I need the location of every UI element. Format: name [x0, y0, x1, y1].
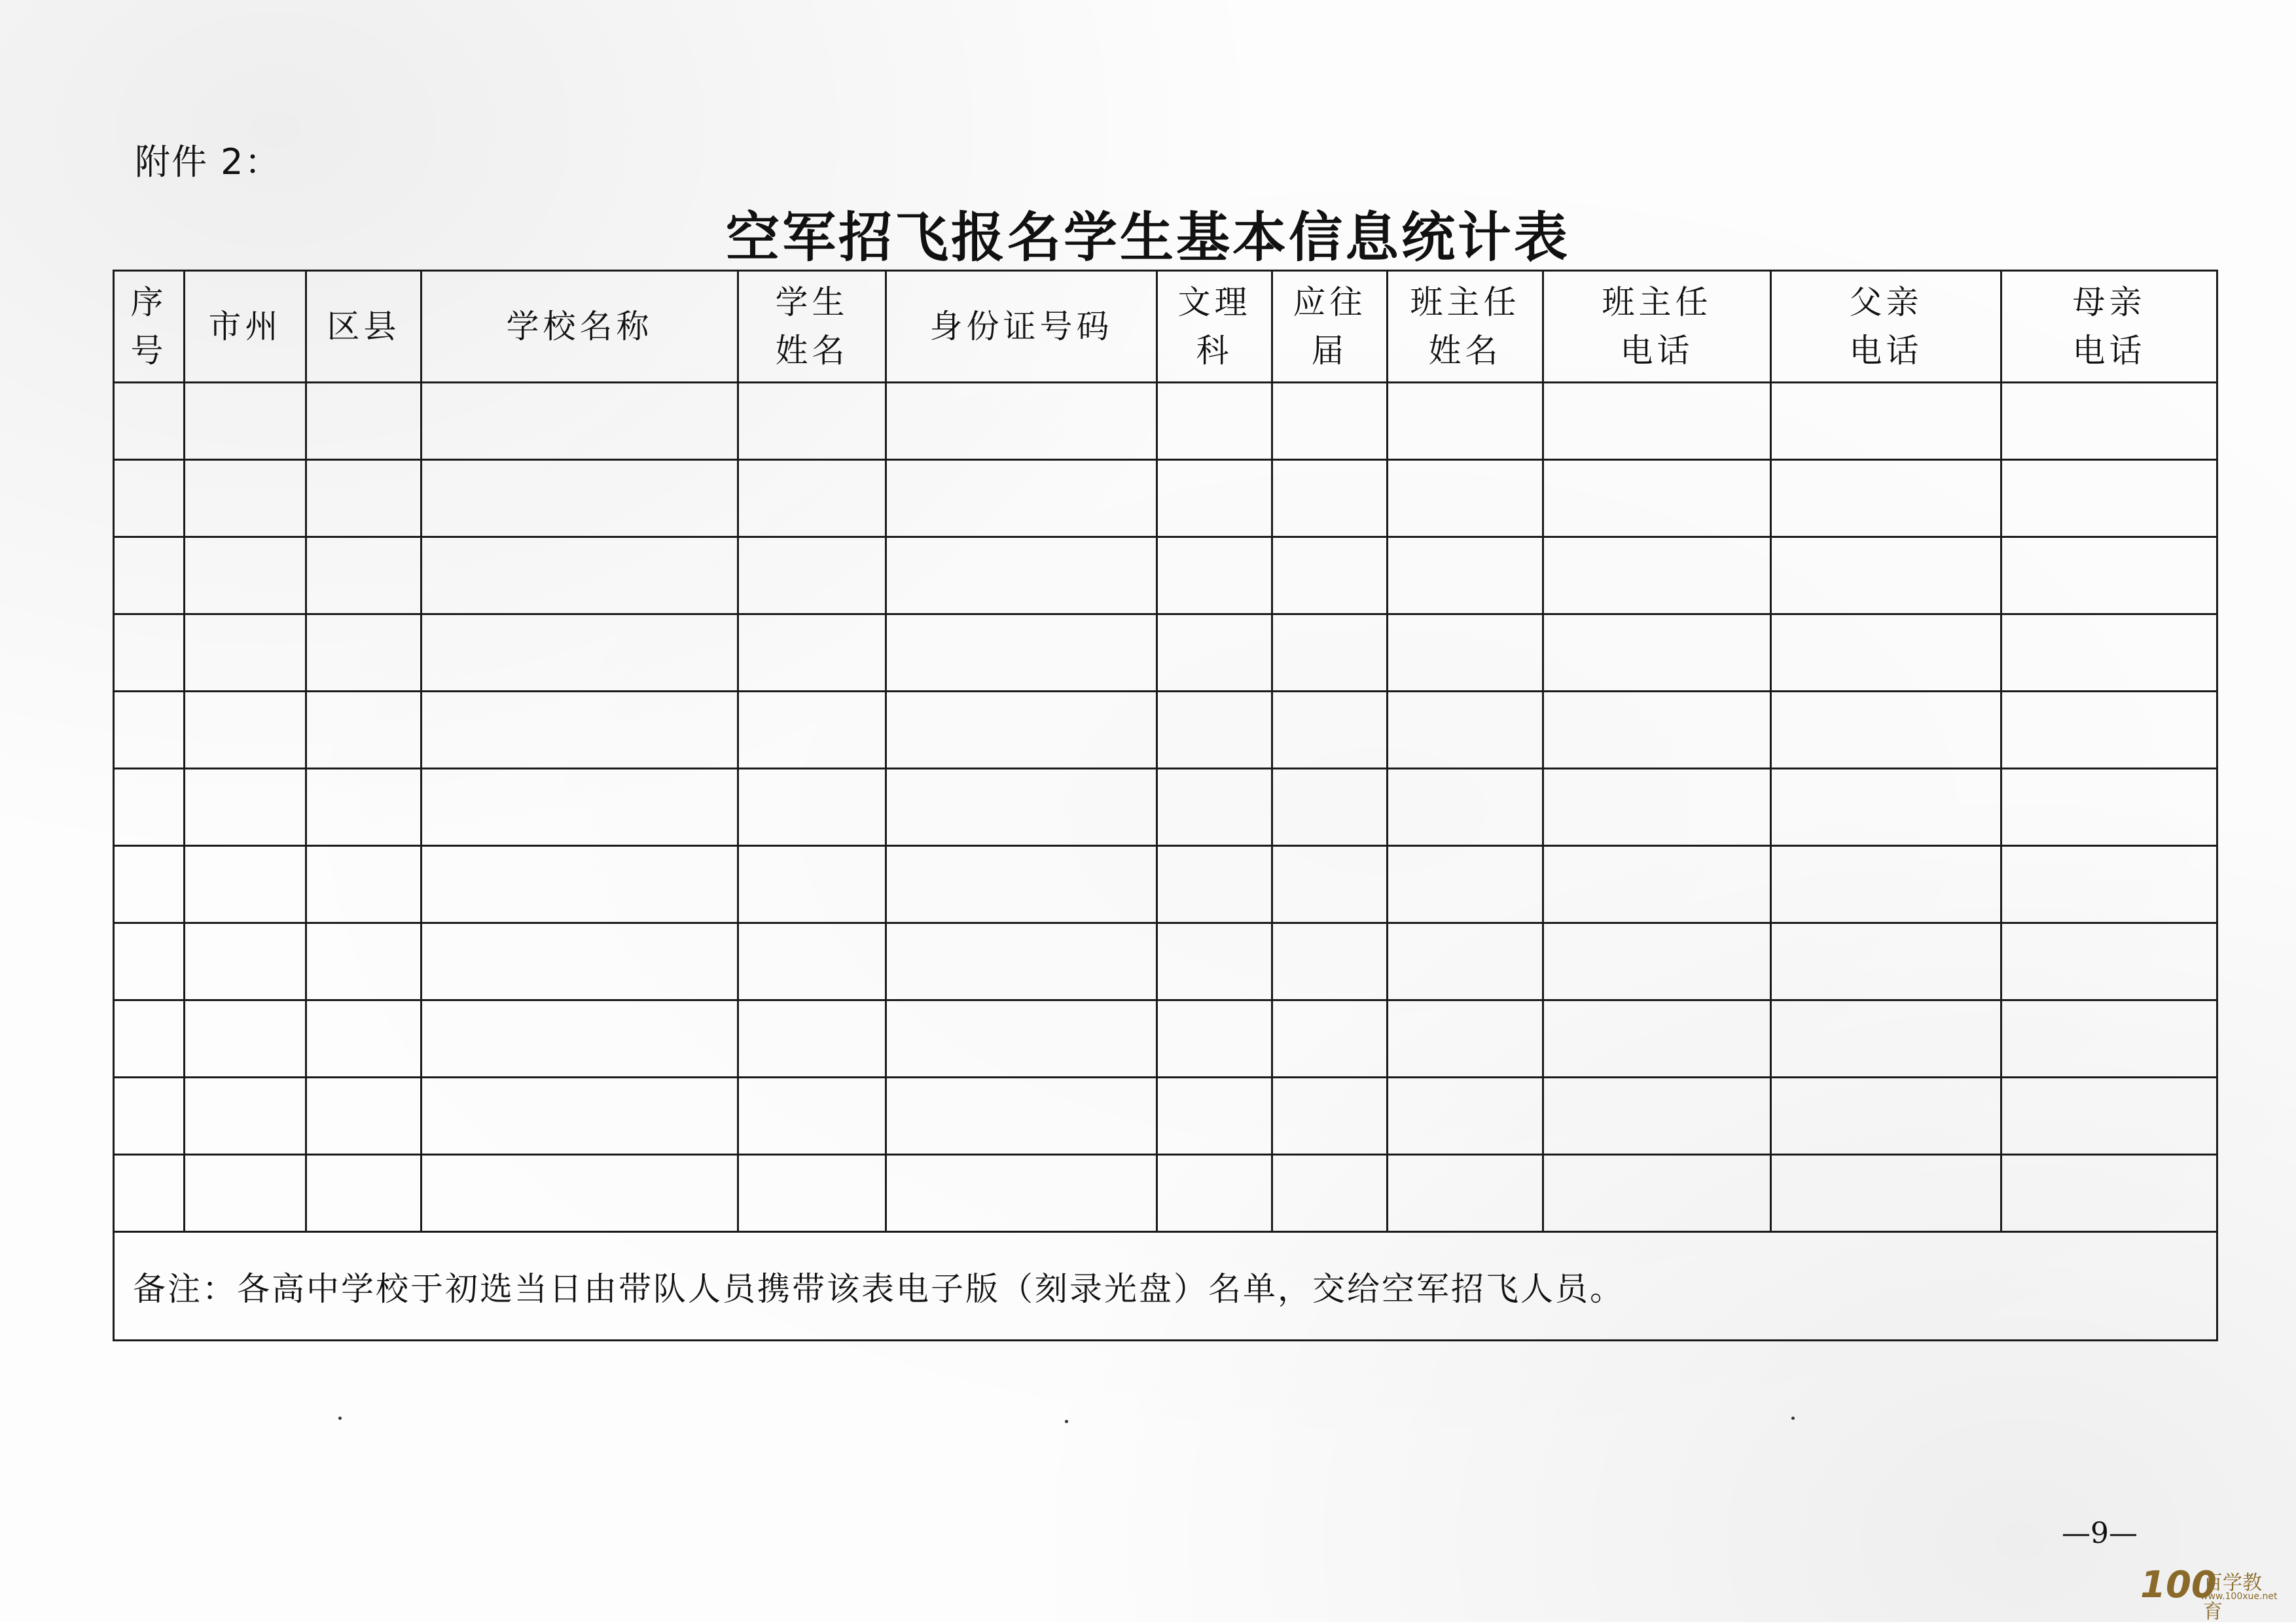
scan-speck	[338, 1417, 342, 1420]
table-cell	[422, 1000, 738, 1078]
table-cell	[1157, 383, 1272, 460]
table-cell	[114, 537, 185, 614]
column-header-line2: 姓名	[1428, 332, 1502, 370]
table-cell	[1272, 1000, 1388, 1078]
table-cell	[886, 383, 1157, 460]
table-cell	[1543, 383, 1771, 460]
page-number: —9—	[2062, 1517, 2138, 1550]
table-cell	[306, 1000, 422, 1078]
column-header	[114, 271, 185, 383]
table-cell	[1157, 692, 1272, 769]
table-cell	[1272, 1155, 1388, 1232]
table-row	[114, 923, 2217, 1000]
table-cell	[2001, 846, 2217, 923]
column-header-line1: 序	[130, 283, 168, 321]
table-cell	[1543, 614, 1771, 692]
table-cell	[1272, 923, 1388, 1000]
table-cell	[1272, 692, 1388, 769]
table-cell	[1388, 1000, 1543, 1078]
table-note: 备注：各高中学校于初选当日由带队人员携带该表电子版（刻录光盘）名单，交给空军招飞人员。	[114, 1232, 2217, 1341]
table-cell	[185, 1155, 306, 1232]
table-cell	[1272, 460, 1388, 537]
column-header-line1: 市州	[208, 308, 282, 345]
table-cell	[738, 846, 886, 923]
table-cell	[1388, 1078, 1543, 1155]
table-cell	[114, 923, 185, 1000]
table-cell	[2001, 1155, 2217, 1232]
table-cell	[1272, 1078, 1388, 1155]
table-cell	[1543, 460, 1771, 537]
table-cell	[1157, 1000, 1272, 1078]
table-cell	[1771, 460, 2001, 537]
table-row	[114, 769, 2217, 846]
table-cell	[886, 537, 1157, 614]
column-header	[422, 271, 738, 383]
table-cell	[886, 846, 1157, 923]
table-cell	[114, 692, 185, 769]
document-title: 空军招飞报名学生基本信息统计表	[725, 206, 1570, 269]
table-cell	[422, 614, 738, 692]
table-row	[114, 1155, 2217, 1232]
column-header-line1: 身份证号码	[929, 308, 1113, 345]
table-row	[114, 614, 2217, 692]
table-cell	[1157, 1078, 1272, 1155]
table-cell	[114, 1078, 185, 1155]
table-cell	[738, 1000, 886, 1078]
table-cell	[114, 460, 185, 537]
column-header-line1: 父亲	[1849, 283, 1923, 321]
table-cell	[1543, 537, 1771, 614]
table-cell	[114, 846, 185, 923]
note-row	[114, 1232, 2217, 1341]
attachment-label: 附件 2：	[135, 141, 281, 183]
column-header-line2: 届	[1311, 332, 1348, 370]
table-cell	[185, 1000, 306, 1078]
table-cell	[185, 537, 306, 614]
column-header	[1272, 271, 1388, 383]
table-cell	[886, 923, 1157, 1000]
table-cell	[886, 1155, 1157, 1232]
column-header	[886, 271, 1157, 383]
table-row	[114, 846, 2217, 923]
column-header-line1: 班主任	[1602, 283, 1712, 321]
table-cell	[185, 614, 306, 692]
table-cell	[2001, 537, 2217, 614]
table-cell	[1272, 537, 1388, 614]
table-cell	[1771, 769, 2001, 846]
table-cell	[1771, 537, 2001, 614]
scan-speck	[1791, 1417, 1795, 1420]
column-header-line2: 姓名	[775, 332, 849, 370]
table-cell	[1272, 383, 1388, 460]
table-cell	[185, 1078, 306, 1155]
table-cell	[886, 1000, 1157, 1078]
column-header	[1157, 271, 1272, 383]
table-row	[114, 1000, 2217, 1078]
column-header	[306, 271, 422, 383]
table-cell	[738, 614, 886, 692]
table-cell	[306, 769, 422, 846]
column-header-line2: 号	[130, 332, 168, 370]
table-cell	[422, 383, 738, 460]
table-cell	[1272, 614, 1388, 692]
column-header-line2: 电话	[1620, 332, 1694, 370]
table-row	[114, 537, 2217, 614]
column-header-line1: 区县	[327, 308, 401, 345]
column-header-line1: 应往	[1293, 283, 1367, 321]
column-header-line1: 学生	[775, 283, 849, 321]
table-cell	[738, 537, 886, 614]
table-cell	[306, 846, 422, 923]
table-cell	[886, 1078, 1157, 1155]
column-header	[1543, 271, 1771, 383]
table-cell	[2001, 923, 2217, 1000]
header-row	[114, 271, 2217, 383]
column-header-line1: 文理	[1177, 283, 1251, 321]
student-info-table	[113, 270, 2218, 1341]
table-cell	[185, 846, 306, 923]
table-cell	[1388, 923, 1543, 1000]
table-cell	[1388, 460, 1543, 537]
table-cell	[306, 1078, 422, 1155]
table-cell	[422, 846, 738, 923]
table-cell	[306, 460, 422, 537]
table-cell	[306, 692, 422, 769]
table-cell	[1771, 1155, 2001, 1232]
table-cell	[185, 769, 306, 846]
column-header-line2: 电话	[2072, 332, 2146, 370]
table-cell	[1771, 1000, 2001, 1078]
table-cell	[1272, 846, 1388, 923]
watermark-logo-mark: 100	[2140, 1564, 2217, 1606]
table-cell	[2001, 614, 2217, 692]
table-cell	[2001, 769, 2217, 846]
table-cell	[422, 692, 738, 769]
watermark-name: 百学教育	[2203, 1572, 2262, 1623]
watermark-url: www.100xue.net	[2200, 1591, 2278, 1602]
table-cell	[114, 769, 185, 846]
table-cell	[114, 614, 185, 692]
table-cell	[1771, 923, 2001, 1000]
table-cell	[2001, 1000, 2217, 1078]
table-cell	[185, 460, 306, 537]
watermark-logo	[2140, 1564, 2278, 1623]
table-cell	[1543, 1155, 1771, 1232]
table-cell	[1771, 383, 2001, 460]
table-cell	[2001, 1078, 2217, 1155]
table-cell	[1157, 846, 1272, 923]
table-cell	[1157, 460, 1272, 537]
table-cell	[306, 383, 422, 460]
table-cell	[1157, 923, 1272, 1000]
table-cell	[1157, 614, 1272, 692]
table-cell	[738, 1155, 886, 1232]
table-cell	[886, 614, 1157, 692]
column-header-line2: 电话	[1849, 332, 1923, 370]
table-cell	[1388, 383, 1543, 460]
table-cell	[185, 383, 306, 460]
table-cell	[2001, 692, 2217, 769]
table-cell	[306, 1155, 422, 1232]
table-row	[114, 460, 2217, 537]
table-cell	[1157, 537, 1272, 614]
table-cell	[422, 923, 738, 1000]
column-header-line1: 班主任	[1410, 283, 1520, 321]
table-cell	[1771, 1078, 2001, 1155]
table-row	[114, 1078, 2217, 1155]
table-cell	[1771, 614, 2001, 692]
table-cell	[2001, 383, 2217, 460]
table-cell	[114, 1000, 185, 1078]
table-cell	[1388, 1155, 1543, 1232]
table-cell	[886, 692, 1157, 769]
table-cell	[1543, 846, 1771, 923]
table-cell	[185, 692, 306, 769]
table-cell	[738, 383, 886, 460]
table-body	[114, 383, 2217, 1341]
table-cell	[1388, 614, 1543, 692]
column-header-line2: 科	[1196, 332, 1233, 370]
table-row	[114, 692, 2217, 769]
table-cell	[1543, 692, 1771, 769]
table-cell	[306, 537, 422, 614]
table-cell	[422, 1155, 738, 1232]
table-cell	[738, 1078, 886, 1155]
column-header-line1: 母亲	[2072, 283, 2146, 321]
table-cell	[114, 383, 185, 460]
table-cell	[886, 460, 1157, 537]
table-cell	[1543, 923, 1771, 1000]
table-cell	[1771, 846, 2001, 923]
table-cell	[2001, 460, 2217, 537]
table-cell	[1388, 846, 1543, 923]
table-cell	[1157, 1155, 1272, 1232]
column-header	[2001, 271, 2217, 383]
column-header-line1: 学校名称	[506, 308, 653, 345]
column-header	[185, 271, 306, 383]
table-row	[114, 383, 2217, 460]
table-cell	[738, 923, 886, 1000]
table-cell	[1388, 537, 1543, 614]
table-cell	[422, 537, 738, 614]
scan-speck	[1065, 1420, 1068, 1423]
table-cell	[422, 769, 738, 846]
table-cell	[1543, 769, 1771, 846]
column-header	[1388, 271, 1543, 383]
table-cell	[422, 1078, 738, 1155]
column-header	[1771, 271, 2001, 383]
table-cell	[738, 769, 886, 846]
table-cell	[1388, 769, 1543, 846]
table-cell	[1543, 1000, 1771, 1078]
table-cell	[1388, 692, 1543, 769]
table-cell	[1157, 769, 1272, 846]
table-cell	[886, 769, 1157, 846]
table-cell	[1771, 692, 2001, 769]
table-cell	[1543, 1078, 1771, 1155]
table-cell	[185, 923, 306, 1000]
column-header	[738, 271, 886, 383]
table-cell	[738, 692, 886, 769]
table-cell	[306, 614, 422, 692]
table-cell	[738, 460, 886, 537]
table-cell	[422, 460, 738, 537]
table-cell	[1272, 769, 1388, 846]
table-cell	[306, 923, 422, 1000]
table-cell	[114, 1155, 185, 1232]
